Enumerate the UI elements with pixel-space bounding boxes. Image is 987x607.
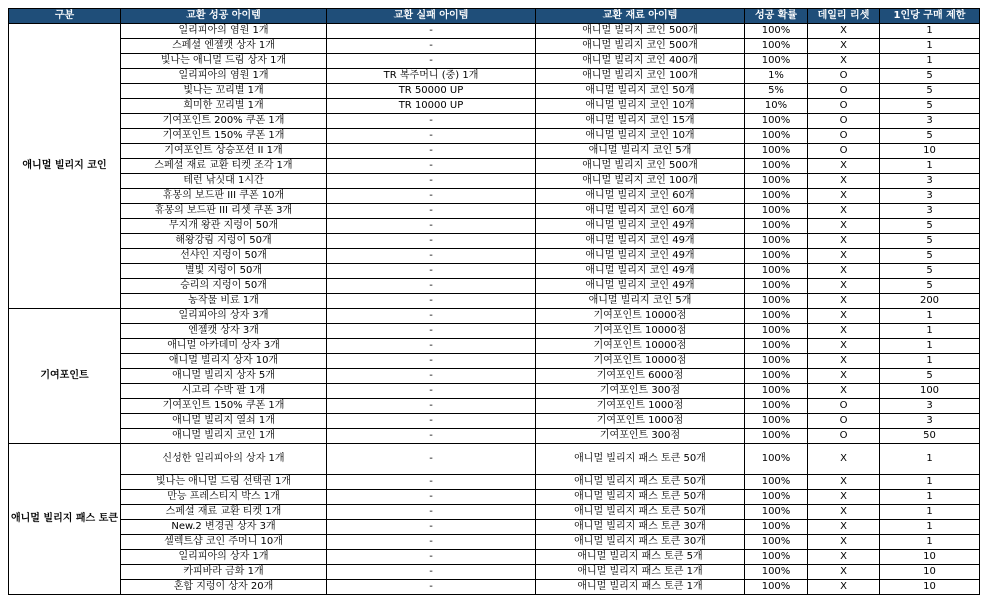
purchase-limit-cell: 3 <box>880 114 980 129</box>
purchase-limit-cell: 3 <box>880 189 980 204</box>
purchase-limit-cell: 5 <box>880 129 980 144</box>
header-material-item: 교환 재료 아이템 <box>536 9 745 24</box>
purchase-limit-cell: 5 <box>880 279 980 294</box>
success-rate-cell: 100% <box>745 114 808 129</box>
table-row <box>9 294 980 309</box>
success-rate-cell: 100% <box>745 429 808 444</box>
material-item-cell: 애니멀 빌리지 패스 토큰 50개 <box>536 444 745 475</box>
purchase-limit-cell: 1 <box>880 309 980 324</box>
purchase-limit-cell: 10 <box>880 550 980 565</box>
table-row <box>9 309 980 324</box>
header-row <box>9 9 980 24</box>
success-rate-cell: 100% <box>745 444 808 475</box>
success-rate-cell: 100% <box>745 384 808 399</box>
daily-reset-cell: X <box>808 249 880 264</box>
table-row <box>9 39 980 54</box>
daily-reset-cell: O <box>808 84 880 99</box>
purchase-limit-cell: 5 <box>880 99 980 114</box>
success-rate-cell: 100% <box>745 264 808 279</box>
header-category: 구분 <box>9 9 121 24</box>
success-rate-cell: 100% <box>745 354 808 369</box>
daily-reset-cell: X <box>808 204 880 219</box>
daily-reset-cell: X <box>808 520 880 535</box>
success-item-cell: 엔젤캣 상자 3개 <box>121 324 327 339</box>
daily-reset-cell: X <box>808 444 880 475</box>
success-rate-cell: 100% <box>745 520 808 535</box>
purchase-limit-cell: 100 <box>880 384 980 399</box>
table-row <box>9 54 980 69</box>
success-item-cell: 애니멀 빌리지 열쇠 1개 <box>121 414 327 429</box>
purchase-limit-cell: 5 <box>880 69 980 84</box>
fail-item-cell: - <box>327 279 536 294</box>
success-item-cell: 만능 프레스티지 박스 1개 <box>121 490 327 505</box>
material-item-cell: 기여포인트 10000점 <box>536 309 745 324</box>
purchase-limit-cell: 3 <box>880 399 980 414</box>
material-item-cell: 애니멀 빌리지 코인 500개 <box>536 159 745 174</box>
header-purchase-limit: 1인당 구매 제한 <box>880 9 980 24</box>
daily-reset-cell: X <box>808 550 880 565</box>
fail-item-cell: - <box>327 324 536 339</box>
material-item-cell: 애니멀 빌리지 패스 토큰 1개 <box>536 580 745 595</box>
success-rate-cell: 100% <box>745 54 808 69</box>
purchase-limit-cell: 1 <box>880 39 980 54</box>
fail-item-cell: - <box>327 294 536 309</box>
success-rate-cell: 10% <box>745 99 808 114</box>
success-item-cell: 빛나는 꼬리별 1개 <box>121 84 327 99</box>
material-item-cell: 애니멀 빌리지 패스 토큰 50개 <box>536 490 745 505</box>
success-item-cell: 선샤인 지렁이 50개 <box>121 249 327 264</box>
material-item-cell: 애니멀 빌리지 코인 15개 <box>536 114 745 129</box>
success-rate-cell: 100% <box>745 39 808 54</box>
purchase-limit-cell: 5 <box>880 249 980 264</box>
purchase-limit-cell: 1 <box>880 324 980 339</box>
table-row <box>9 550 980 565</box>
fail-item-cell: - <box>327 264 536 279</box>
success-item-cell: New.2 변경권 상자 3개 <box>121 520 327 535</box>
table-row <box>9 369 980 384</box>
table-row <box>9 249 980 264</box>
material-item-cell: 기여포인트 1000점 <box>536 414 745 429</box>
fail-item-cell: - <box>327 144 536 159</box>
fail-item-cell: TR 10000 UP <box>327 99 536 114</box>
material-item-cell: 애니멀 빌리지 패스 토큰 50개 <box>536 505 745 520</box>
daily-reset-cell: X <box>808 24 880 39</box>
purchase-limit-cell: 3 <box>880 204 980 219</box>
success-rate-cell: 100% <box>745 565 808 580</box>
table-row <box>9 535 980 550</box>
success-item-cell: 스페셜 엔젤캣 상자 1개 <box>121 39 327 54</box>
purchase-limit-cell: 1 <box>880 54 980 69</box>
daily-reset-cell: X <box>808 159 880 174</box>
purchase-limit-cell: 3 <box>880 414 980 429</box>
daily-reset-cell: X <box>808 189 880 204</box>
table-row <box>9 174 980 189</box>
category-cell: 애니멀 빌리지 코인 <box>9 24 121 309</box>
table-row <box>9 339 980 354</box>
purchase-limit-cell: 10 <box>880 580 980 595</box>
material-item-cell: 기여포인트 6000점 <box>536 369 745 384</box>
purchase-limit-cell: 5 <box>880 369 980 384</box>
material-item-cell: 애니멀 빌리지 코인 49개 <box>536 279 745 294</box>
success-item-cell: 기여포인트 150% 쿠폰 1개 <box>121 129 327 144</box>
daily-reset-cell: O <box>808 399 880 414</box>
material-item-cell: 애니멀 빌리지 패스 토큰 50개 <box>536 475 745 490</box>
fail-item-cell: - <box>327 219 536 234</box>
table-row <box>9 84 980 99</box>
fail-item-cell: - <box>327 189 536 204</box>
success-rate-cell: 100% <box>745 24 808 39</box>
material-item-cell: 애니멀 빌리지 패스 토큰 5개 <box>536 550 745 565</box>
fail-item-cell: - <box>327 54 536 69</box>
success-item-cell: 일리피아의 상자 1개 <box>121 550 327 565</box>
material-item-cell: 애니멀 빌리지 패스 토큰 30개 <box>536 520 745 535</box>
table-row <box>9 159 980 174</box>
table-row <box>9 565 980 580</box>
table-row <box>9 520 980 535</box>
success-rate-cell: 100% <box>745 535 808 550</box>
material-item-cell: 애니멀 빌리지 패스 토큰 1개 <box>536 565 745 580</box>
daily-reset-cell: X <box>808 339 880 354</box>
success-rate-cell: 100% <box>745 399 808 414</box>
table-row <box>9 505 980 520</box>
success-rate-cell: 100% <box>745 219 808 234</box>
success-rate-cell: 100% <box>745 490 808 505</box>
fail-item-cell: - <box>327 429 536 444</box>
success-item-cell: 애니멀 빌리지 상자 10개 <box>121 354 327 369</box>
success-rate-cell: 5% <box>745 84 808 99</box>
material-item-cell: 애니멀 빌리지 코인 49개 <box>536 219 745 234</box>
material-item-cell: 기여포인트 10000점 <box>536 324 745 339</box>
material-item-cell: 애니멀 빌리지 코인 5개 <box>536 294 745 309</box>
table-row <box>9 475 980 490</box>
purchase-limit-cell: 3 <box>880 174 980 189</box>
header-fail-item: 교환 실패 아이템 <box>327 9 536 24</box>
success-item-cell: 애니멀 빌리지 상자 5개 <box>121 369 327 384</box>
success-rate-cell: 100% <box>745 249 808 264</box>
material-item-cell: 애니멀 빌리지 코인 50개 <box>536 84 745 99</box>
success-item-cell: 스페셜 재료 교환 티켓 1개 <box>121 505 327 520</box>
success-item-cell: 기여포인트 200% 쿠폰 1개 <box>121 114 327 129</box>
daily-reset-cell: X <box>808 219 880 234</box>
fail-item-cell: - <box>327 475 536 490</box>
table-row <box>9 129 980 144</box>
daily-reset-cell: X <box>808 490 880 505</box>
success-rate-cell: 100% <box>745 189 808 204</box>
fail-item-cell: - <box>327 565 536 580</box>
fail-item-cell: - <box>327 520 536 535</box>
material-item-cell: 애니멀 빌리지 코인 10개 <box>536 129 745 144</box>
success-item-cell: 일리피아의 상자 3개 <box>121 309 327 324</box>
purchase-limit-cell: 1 <box>880 520 980 535</box>
fail-item-cell: - <box>327 114 536 129</box>
material-item-cell: 기여포인트 1000점 <box>536 399 745 414</box>
table-row <box>9 234 980 249</box>
daily-reset-cell: O <box>808 99 880 114</box>
material-item-cell: 애니멀 빌리지 코인 60개 <box>536 204 745 219</box>
daily-reset-cell: O <box>808 114 880 129</box>
purchase-limit-cell: 5 <box>880 84 980 99</box>
daily-reset-cell: X <box>808 234 880 249</box>
success-rate-cell: 100% <box>745 159 808 174</box>
table-row <box>9 490 980 505</box>
success-rate-cell: 100% <box>745 324 808 339</box>
table-row <box>9 399 980 414</box>
daily-reset-cell: X <box>808 505 880 520</box>
success-rate-cell: 100% <box>745 550 808 565</box>
table-row <box>9 204 980 219</box>
table-row <box>9 219 980 234</box>
daily-reset-cell: O <box>808 129 880 144</box>
daily-reset-cell: O <box>808 429 880 444</box>
success-item-cell: 기여포인트 상승포션 II 1개 <box>121 144 327 159</box>
daily-reset-cell: X <box>808 354 880 369</box>
purchase-limit-cell: 1 <box>880 505 980 520</box>
fail-item-cell: - <box>327 339 536 354</box>
fail-item-cell: - <box>327 309 536 324</box>
purchase-limit-cell: 1 <box>880 535 980 550</box>
success-item-cell: 신성한 일리피아의 상자 1개 <box>121 444 327 475</box>
table-row <box>9 189 980 204</box>
purchase-limit-cell: 5 <box>880 234 980 249</box>
success-item-cell: 희미한 꼬리별 1개 <box>121 99 327 114</box>
daily-reset-cell: X <box>808 369 880 384</box>
material-item-cell: 기여포인트 10000점 <box>536 354 745 369</box>
purchase-limit-cell: 1 <box>880 354 980 369</box>
purchase-limit-cell: 10 <box>880 144 980 159</box>
daily-reset-cell: O <box>808 144 880 159</box>
fail-item-cell: - <box>327 159 536 174</box>
success-item-cell: 셀렉트샵 코인 주머니 10개 <box>121 535 327 550</box>
daily-reset-cell: X <box>808 384 880 399</box>
success-rate-cell: 100% <box>745 309 808 324</box>
success-rate-cell: 100% <box>745 475 808 490</box>
success-item-cell: 빛나는 애니멀 드림 상자 1개 <box>121 54 327 69</box>
daily-reset-cell: O <box>808 69 880 84</box>
daily-reset-cell: X <box>808 264 880 279</box>
daily-reset-cell: X <box>808 565 880 580</box>
success-item-cell: 휴몽의 보드판 III 리셋 쿠폰 3개 <box>121 204 327 219</box>
purchase-limit-cell: 1 <box>880 24 980 39</box>
table-row <box>9 429 980 444</box>
success-item-cell: 기여포인트 150% 쿠폰 1개 <box>121 399 327 414</box>
table-row <box>9 580 980 595</box>
category-cell: 기여포인트 <box>9 309 121 444</box>
purchase-limit-cell: 1 <box>880 490 980 505</box>
success-item-cell: 테런 낚싯대 1시간 <box>121 174 327 189</box>
success-rate-cell: 100% <box>745 234 808 249</box>
fail-item-cell: - <box>327 490 536 505</box>
success-rate-cell: 100% <box>745 279 808 294</box>
material-item-cell: 애니멀 빌리지 패스 토큰 30개 <box>536 535 745 550</box>
success-rate-cell: 100% <box>745 505 808 520</box>
purchase-limit-cell: 5 <box>880 264 980 279</box>
success-item-cell: 무지개 왕관 지렁이 50개 <box>121 219 327 234</box>
fail-item-cell: - <box>327 204 536 219</box>
category-cell: 애니멀 빌리지 패스 토큰 <box>9 444 121 595</box>
fail-item-cell: - <box>327 234 536 249</box>
fail-item-cell: - <box>327 414 536 429</box>
success-item-cell: 승리의 지렁이 50개 <box>121 279 327 294</box>
purchase-limit-cell: 200 <box>880 294 980 309</box>
material-item-cell: 애니멀 빌리지 코인 10개 <box>536 99 745 114</box>
success-item-cell: 스페셜 재료 교환 티켓 조각 1개 <box>121 159 327 174</box>
success-item-cell: 별빛 지렁이 50개 <box>121 264 327 279</box>
daily-reset-cell: X <box>808 309 880 324</box>
purchase-limit-cell: 1 <box>880 339 980 354</box>
success-item-cell: 애니멀 아카데미 상자 3개 <box>121 339 327 354</box>
daily-reset-cell: O <box>808 414 880 429</box>
table-row <box>9 444 980 475</box>
fail-item-cell: - <box>327 580 536 595</box>
table-row <box>9 99 980 114</box>
purchase-limit-cell: 1 <box>880 475 980 490</box>
material-item-cell: 기여포인트 10000점 <box>536 339 745 354</box>
purchase-limit-cell: 1 <box>880 444 980 475</box>
table-row <box>9 324 980 339</box>
success-rate-cell: 100% <box>745 580 808 595</box>
material-item-cell: 기여포인트 300점 <box>536 384 745 399</box>
success-rate-cell: 100% <box>745 414 808 429</box>
table-body <box>9 24 980 595</box>
fail-item-cell: - <box>327 249 536 264</box>
success-item-cell: 혼합 지렁이 상자 20개 <box>121 580 327 595</box>
table-row <box>9 384 980 399</box>
table-row <box>9 69 980 84</box>
material-item-cell: 애니멀 빌리지 코인 49개 <box>536 249 745 264</box>
table-row <box>9 414 980 429</box>
success-item-cell: 해왕강림 지렁이 50개 <box>121 234 327 249</box>
daily-reset-cell: X <box>808 279 880 294</box>
success-rate-cell: 1% <box>745 69 808 84</box>
exchange-table <box>8 8 980 595</box>
fail-item-cell: - <box>327 444 536 475</box>
purchase-limit-cell: 1 <box>880 159 980 174</box>
material-item-cell: 애니멀 빌리지 코인 500개 <box>536 39 745 54</box>
fail-item-cell: - <box>327 24 536 39</box>
material-item-cell: 애니멀 빌리지 코인 400개 <box>536 54 745 69</box>
daily-reset-cell: X <box>808 580 880 595</box>
fail-item-cell: TR 복주머니 (중) 1개 <box>327 69 536 84</box>
success-rate-cell: 100% <box>745 369 808 384</box>
fail-item-cell: - <box>327 384 536 399</box>
fail-item-cell: - <box>327 354 536 369</box>
material-item-cell: 애니멀 빌리지 코인 60개 <box>536 189 745 204</box>
success-item-cell: 농작물 비료 1개 <box>121 294 327 309</box>
material-item-cell: 기여포인트 300점 <box>536 429 745 444</box>
daily-reset-cell: X <box>808 174 880 189</box>
success-rate-cell: 100% <box>745 144 808 159</box>
material-item-cell: 애니멀 빌리지 코인 49개 <box>536 234 745 249</box>
table-row <box>9 264 980 279</box>
material-item-cell: 애니멀 빌리지 코인 100개 <box>536 69 745 84</box>
success-rate-cell: 100% <box>745 339 808 354</box>
success-rate-cell: 100% <box>745 129 808 144</box>
material-item-cell: 애니멀 빌리지 코인 500개 <box>536 24 745 39</box>
success-item-cell: 일리피아의 염원 1개 <box>121 69 327 84</box>
table-row <box>9 24 980 39</box>
header-success-item: 교환 성공 아이템 <box>121 9 327 24</box>
success-item-cell: 빛나는 애니멀 드림 선택권 1개 <box>121 475 327 490</box>
success-item-cell: 휴몽의 보드판 III 쿠폰 10개 <box>121 189 327 204</box>
success-rate-cell: 100% <box>745 204 808 219</box>
success-item-cell: 카피바라 금화 1개 <box>121 565 327 580</box>
table-row <box>9 354 980 369</box>
daily-reset-cell: X <box>808 535 880 550</box>
daily-reset-cell: X <box>808 54 880 69</box>
table-row <box>9 144 980 159</box>
purchase-limit-cell: 50 <box>880 429 980 444</box>
daily-reset-cell: X <box>808 324 880 339</box>
fail-item-cell: - <box>327 399 536 414</box>
fail-item-cell: - <box>327 535 536 550</box>
fail-item-cell: - <box>327 129 536 144</box>
material-item-cell: 애니멀 빌리지 코인 5개 <box>536 144 745 159</box>
header-daily-reset: 데일리 리셋 <box>808 9 880 24</box>
fail-item-cell: - <box>327 505 536 520</box>
daily-reset-cell: X <box>808 294 880 309</box>
table-row <box>9 114 980 129</box>
success-item-cell: 애니멀 빌리지 코인 1개 <box>121 429 327 444</box>
fail-item-cell: - <box>327 174 536 189</box>
material-item-cell: 애니멀 빌리지 코인 100개 <box>536 174 745 189</box>
header-success-rate: 성공 확률 <box>745 9 808 24</box>
fail-item-cell: - <box>327 369 536 384</box>
purchase-limit-cell: 5 <box>880 219 980 234</box>
success-rate-cell: 100% <box>745 174 808 189</box>
purchase-limit-cell: 10 <box>880 565 980 580</box>
material-item-cell: 애니멀 빌리지 코인 49개 <box>536 264 745 279</box>
daily-reset-cell: X <box>808 475 880 490</box>
fail-item-cell: - <box>327 550 536 565</box>
success-item-cell: 시고리 수박 팔 1개 <box>121 384 327 399</box>
fail-item-cell: TR 50000 UP <box>327 84 536 99</box>
success-rate-cell: 100% <box>745 294 808 309</box>
daily-reset-cell: X <box>808 39 880 54</box>
fail-item-cell: - <box>327 39 536 54</box>
success-item-cell: 일리피아의 염원 1개 <box>121 24 327 39</box>
table-row <box>9 279 980 294</box>
